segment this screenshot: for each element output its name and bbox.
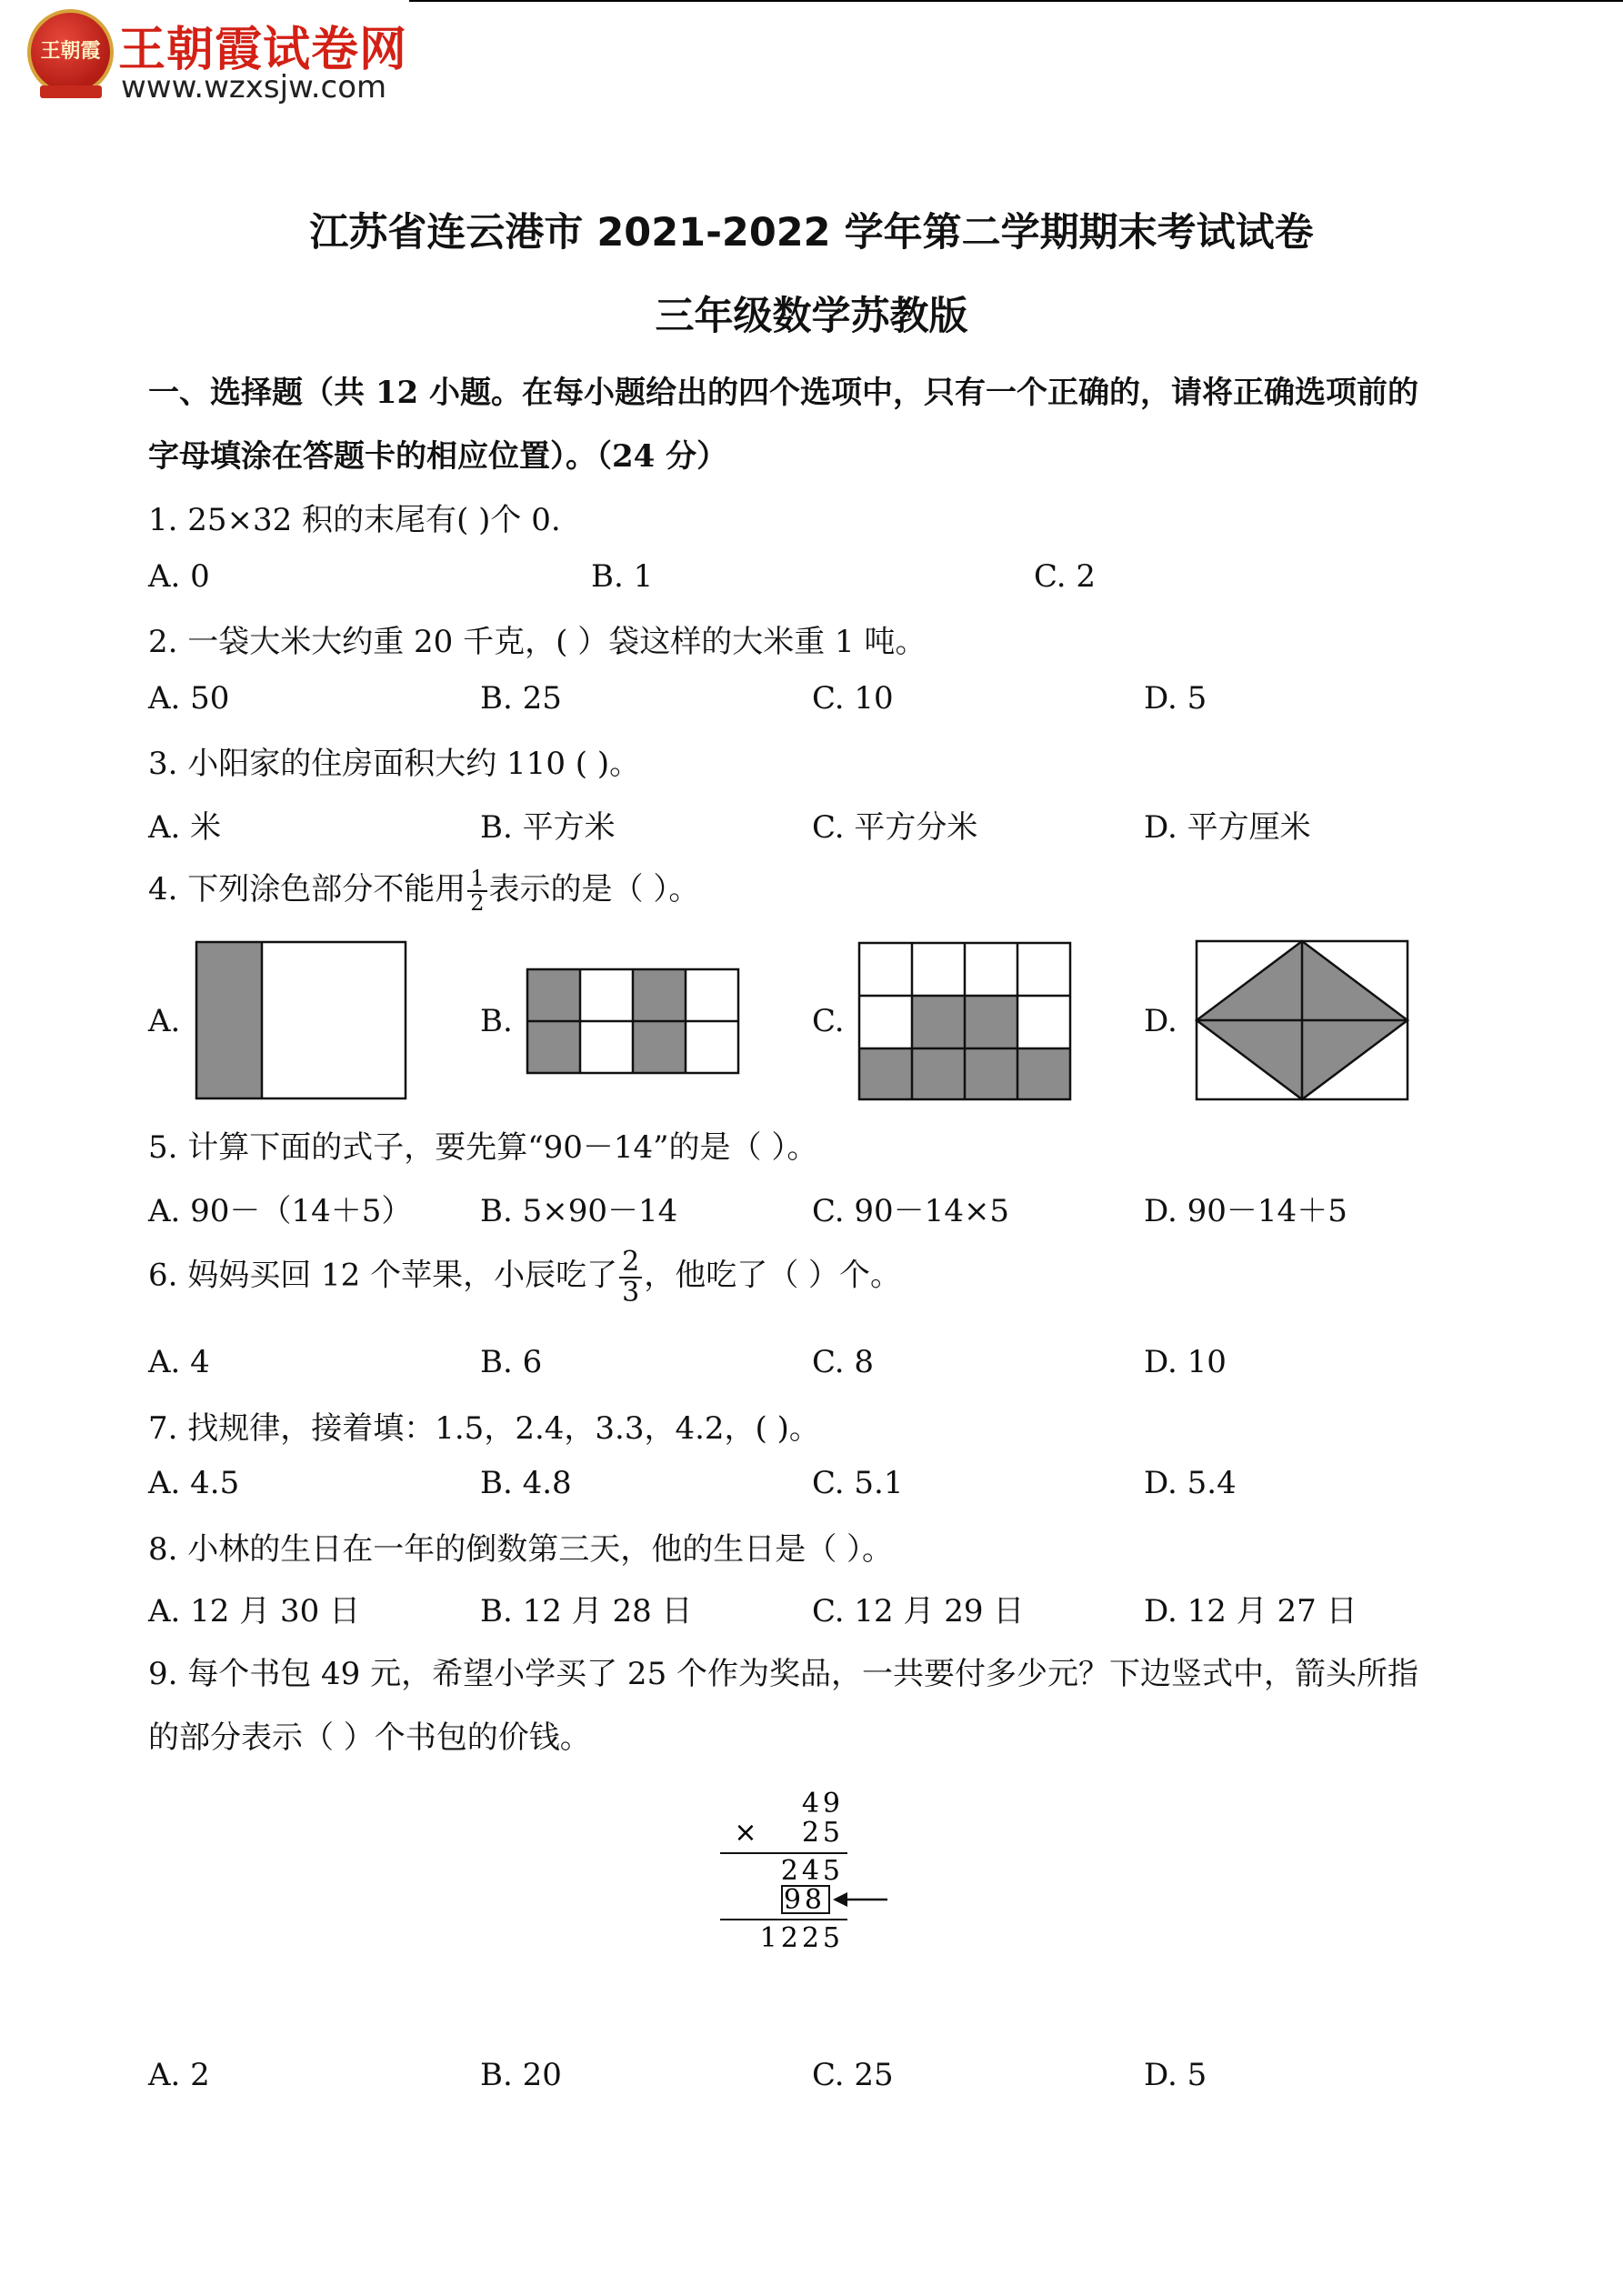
question-7-stem: 7. 找规律，接着填：1.5，2.4，3.3，4.2，( )。 — [148, 1410, 820, 1447]
question-5-option-d[interactable]: D. 90－14＋5 — [1144, 1193, 1347, 1229]
question-6-option-b[interactable]: B. 6 — [480, 1344, 543, 1380]
fraction-one-half — [467, 867, 486, 915]
question-5-stem: 5. 计算下面的式子，要先算“90－14”的是（ ）。 — [148, 1129, 818, 1166]
question-7-option-a[interactable]: A. 4.5 — [148, 1465, 240, 1501]
section-heading-line2: 字母填涂在答题卡的相应位置）。（24 分） — [148, 438, 728, 475]
question-2-option-b[interactable]: B. 25 — [480, 680, 562, 717]
fraction-denominator: 2 — [470, 890, 485, 916]
site-url[interactable]: www.wzxsjw.com — [121, 69, 387, 105]
question-6-stem-before: 6. 妈妈买回 12 个苹果，小辰吃了 — [148, 1257, 618, 1294]
exam-subtitle: 三年级数学苏教版 — [655, 294, 968, 339]
question-3-option-a[interactable]: A. 米 — [148, 809, 222, 846]
question-9-stem-line2: 的部分表示（ ）个书包的价钱。 — [148, 1719, 591, 1756]
question-4-stem-before: 4. 下列涂色部分不能用 — [148, 871, 466, 907]
figure-b[interactable] — [526, 968, 740, 1075]
fraction-numerator: 2 — [619, 1248, 642, 1278]
question-8-option-d[interactable]: D. 12 月 27 日 — [1144, 1593, 1358, 1629]
question-4-option-d-label[interactable]: D. — [1144, 1003, 1177, 1039]
logo-badge-icon: 王朝霞 — [27, 9, 114, 95]
question-3-option-c[interactable]: C. 平方分米 — [812, 809, 978, 846]
question-7-option-d[interactable]: D. 5.4 — [1144, 1465, 1237, 1501]
question-5-option-c[interactable]: C. 90－14×5 — [812, 1193, 1010, 1229]
question-2-option-c[interactable]: C. 10 — [812, 680, 894, 717]
section-heading-line1: 一、选择题（共 12 小题。在每小题给出的四个选项中，只有一个正确的，请将正确选项前的 — [148, 375, 1418, 411]
question-4-stem-after: 表示的是（ ）。 — [488, 871, 700, 907]
question-4-stem — [148, 864, 699, 915]
question-4-option-c-label[interactable]: C. — [812, 1003, 845, 1039]
question-9-option-b[interactable]: B. 20 — [480, 2057, 562, 2093]
exam-title: 江苏省连云港市 2021-2022 学年第二学期期末考试试卷 — [309, 210, 1314, 256]
fraction-denominator: 3 — [622, 1276, 640, 1308]
question-7-option-b[interactable]: B. 4.8 — [480, 1465, 572, 1501]
question-5-option-b[interactable]: B. 5×90－14 — [480, 1193, 678, 1229]
logo-ribbon — [40, 85, 102, 98]
question-6-stem — [148, 1248, 901, 1307]
question-8-stem: 8. 小林的生日在一年的倒数第三天，他的生日是（ ）。 — [148, 1531, 894, 1568]
question-9-option-a[interactable]: A. 2 — [148, 2057, 210, 2093]
calc-multiplier: 25 — [801, 1817, 844, 1849]
question-4-option-a-label[interactable]: A. — [148, 1003, 181, 1039]
question-1-stem: 1. 25×32 积的末尾有( )个 0. — [148, 502, 561, 538]
question-6-option-d[interactable]: D. 10 — [1144, 1344, 1227, 1380]
arrow-left-icon — [833, 1892, 887, 1907]
calc-multiply-sign: × — [734, 1817, 757, 1849]
question-1-option-a[interactable]: A. 0 — [148, 558, 210, 595]
figure-c[interactable] — [857, 941, 1072, 1101]
site-logo — [27, 9, 409, 109]
question-6-option-c[interactable]: C. 8 — [812, 1344, 875, 1380]
question-2-option-d[interactable]: D. 5 — [1144, 680, 1207, 717]
question-8-option-b[interactable]: B. 12 月 28 日 — [480, 1593, 693, 1629]
figure-d[interactable] — [1195, 939, 1409, 1101]
figure-a[interactable] — [195, 940, 407, 1100]
question-2-stem: 2. 一袋大米大约重 20 千克，( ）袋这样的大米重 1 吨。 — [148, 624, 927, 660]
question-3-option-d[interactable]: D. 平方厘米 — [1144, 809, 1311, 846]
calc-partial-2: 98 — [783, 1884, 826, 1916]
question-6-option-a[interactable]: A. 4 — [148, 1344, 210, 1380]
calc-top: 49 — [801, 1788, 844, 1820]
calc-partial-1: 245 — [780, 1855, 844, 1887]
question-4-option-b-label[interactable]: B. — [480, 1003, 513, 1039]
fraction-numerator: 1 — [467, 867, 486, 892]
question-6-stem-after: ，他吃了（ ）个。 — [644, 1257, 902, 1294]
site-name: 王朝霞试卷网 — [118, 23, 408, 77]
question-3-option-b[interactable]: B. 平方米 — [480, 809, 616, 846]
question-5-option-a[interactable]: A. 90－（14＋5） — [148, 1193, 413, 1229]
question-8-option-c[interactable]: C. 12 月 29 日 — [812, 1593, 1025, 1629]
question-9-option-d[interactable]: D. 5 — [1144, 2057, 1207, 2093]
question-9-stem-line1: 9. 每个书包 49 元，希望小学买了 25 个作为奖品，一共要付多少元？下边竖式中，箭头所指 — [148, 1656, 1419, 1692]
calc-result: 1225 — [759, 1922, 844, 1954]
question-3-stem: 3. 小阳家的住房面积大约 110 ( )。 — [148, 746, 641, 782]
top-rule — [409, 0, 1623, 2]
question-1-option-b[interactable]: B. 1 — [591, 558, 654, 595]
question-2-option-a[interactable]: A. 50 — [148, 680, 230, 717]
vertical-multiplication — [709, 1782, 909, 1964]
fraction-two-thirds — [619, 1248, 642, 1307]
question-7-option-c[interactable]: C. 5.1 — [812, 1465, 904, 1501]
question-1-option-c[interactable]: C. 2 — [1034, 558, 1097, 595]
question-9-option-c[interactable]: C. 25 — [812, 2057, 894, 2093]
figure-a-shaded — [196, 942, 262, 1098]
question-8-option-a[interactable]: A. 12 月 30 日 — [148, 1593, 361, 1629]
